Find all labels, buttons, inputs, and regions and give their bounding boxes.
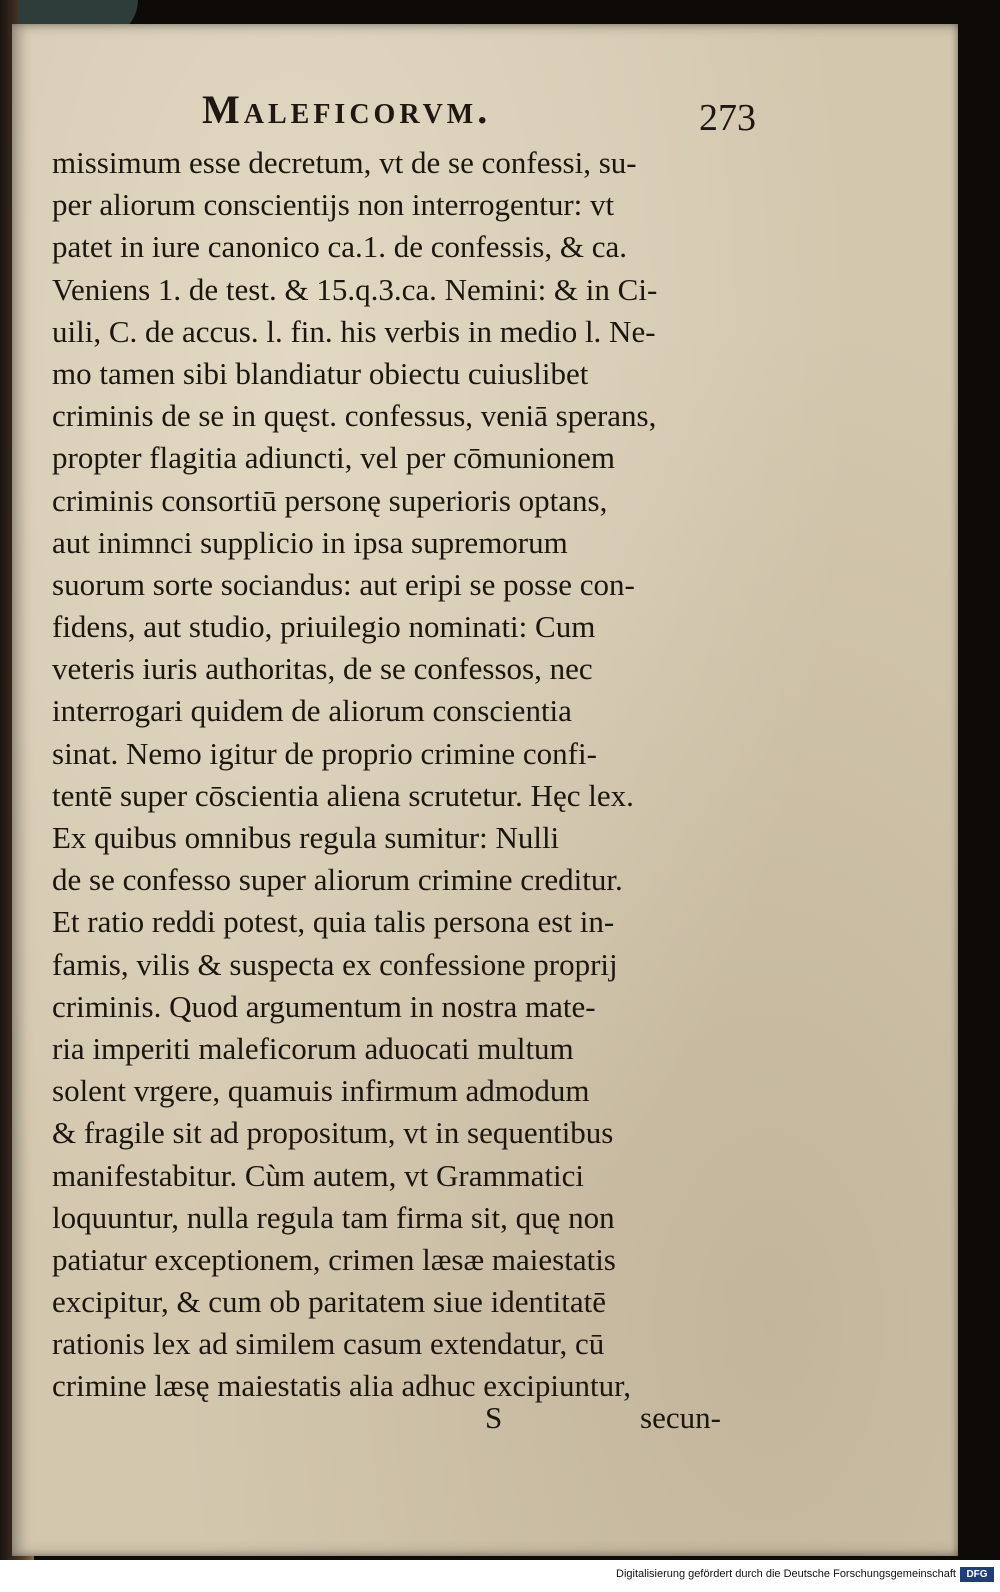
text-line: criminis consortiū personę superioris optans, <box>52 482 608 518</box>
text-line: suorum sorte sociandus: aut eripi se posse con- <box>52 566 635 602</box>
text-line: & fragile sit ad propositum, vt in sequentibus <box>52 1115 614 1151</box>
text-line: patet in iure canonico ca.1. de confessis, & ca. <box>52 229 627 265</box>
text-line: ria imperiti maleficorum aduocati multum <box>52 1030 574 1066</box>
funding-credit: Digitalisierung gefördert durch die Deutsche Forschungsgemeinschaft <box>616 1568 956 1580</box>
text-line: de se confesso super aliorum crimine creditur. <box>52 862 623 898</box>
text-line: manifestabitur. Cùm autem, vt Grammatici <box>52 1157 585 1193</box>
text-line: interrogari quidem de aliorum conscientia <box>52 693 572 729</box>
page-number: 273 <box>699 97 756 139</box>
catchword: secun- <box>640 1400 721 1435</box>
text-line: solent vrgere, quamuis infirmum admodum <box>52 1073 590 1109</box>
text-line: criminis de se in quęst. confessus, veniā sperans, <box>52 398 657 434</box>
book-page <box>12 24 958 1556</box>
text-line: veteris iuris authoritas, de se confessos, nec <box>52 651 593 687</box>
text-line: missimum esse decretum, vt de se confessi, su- <box>52 145 637 180</box>
text-line: criminis. Quod argumentum in nostra mate- <box>52 988 596 1024</box>
text-line: famis, vilis & suspecta ex confessione proprij <box>52 946 618 982</box>
text-line: rationis lex ad similem casum extendatur, cū <box>52 1326 605 1362</box>
text-line: aut inimnci supplicio in ipsa supremorum <box>52 524 568 560</box>
text-line: Ex quibus omnibus regula sumitur: Nulli <box>52 820 560 855</box>
text-line: uili, C. de accus. l. fin. his verbis in medio l. Ne- <box>52 313 656 349</box>
dfg-logo: DFG <box>960 1567 994 1582</box>
text-line: per aliorum conscientijs non interrogentur: vt <box>52 187 615 223</box>
text-line: fidens, aut studio, priuilegio nominati: Cum <box>52 609 596 645</box>
text-line: Veniens 1. de test. & 15.q.3.ca. Nemini: & in Ci- <box>52 271 658 307</box>
text-line: patiatur exceptionem, crimen læsæ maiestatis <box>52 1241 616 1277</box>
running-head: Maleficorvm. <box>202 87 492 132</box>
text-line: tentē super cōscientia aliena scrutetur. Hęc lex. <box>52 777 634 813</box>
text-line: sinat. Nemo igitur de proprio crimine confi- <box>52 735 597 771</box>
text-line: propter flagitia adiuncti, vel per cōmunionem <box>52 440 615 476</box>
footer-bar <box>0 1560 1000 1592</box>
signature-mark: S <box>485 1400 503 1435</box>
page-header <box>202 86 762 139</box>
text-line: crimine læsę maiestatis alia adhuc excipiuntur, <box>52 1368 631 1404</box>
text-line: Et ratio reddi potest, quia talis persona est in- <box>52 904 615 940</box>
text-line: loquuntur, nulla regula tam firma sit, quę non <box>52 1199 615 1235</box>
text-line: excipitur, & cum ob paritatem siue identitatē <box>52 1284 607 1320</box>
text-line: mo tamen sibi blandiatur obiectu cuiuslibet <box>52 355 589 391</box>
text-block <box>52 142 742 1408</box>
